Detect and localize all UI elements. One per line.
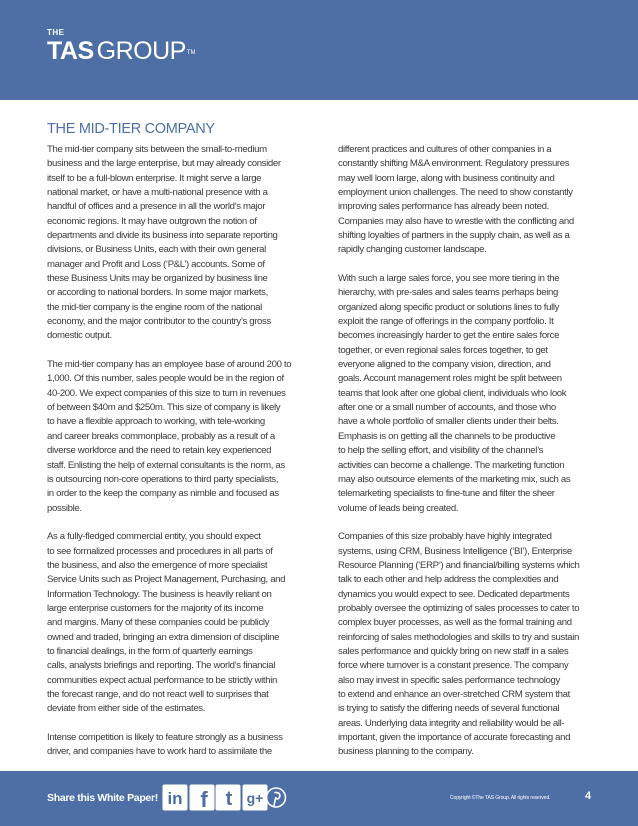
page-footer <box>0 771 638 826</box>
section-title: THE MID-TIER COMPANY <box>47 121 215 137</box>
body-paragraph: The mid-tier company has an employee base of around 200 to 1,000. Of this number, sales people would be in the region of 40-200. We expect companies of this size to turn in revenues of between $40m and $250m. This size of company is likely to have a flexible approach to working, with tele-working and career breaks commonplace, probably as a result of a diverse workforce and the need to retain key experienced staff. Enlisting the help of external consultants is the norm, as is outsourcing non-core operations to third party specialists, in order to the keep the company as nimble and focused as possible. <box>47 359 292 514</box>
linkedin-share-button[interactable] <box>162 784 188 811</box>
right-column <box>338 143 594 760</box>
page-number: 4 <box>585 790 592 802</box>
svg-text:f: f <box>200 787 208 811</box>
left-column <box>47 143 315 760</box>
svg-text:t: t <box>225 788 233 810</box>
logo-group: GROUP <box>96 37 186 65</box>
body-paragraph: As a fully-fledged commercial entity, you should expect to see formalized processes and procedures in all parts of the business, and also the emergence of more specialist Service Units such as Project Management, Purchasing, and Information Technology. The business is heavily reliant on large enterprise customers for the majority of its income and margins. Many of these companies could be publicly owned and traded, bringing an extra dimension of discipline to financial dealings, in the form of quarterly earnings calls, analysts briefings and reporting. The world’s financial communities expect actual performance to be strictly within the forecast range, and do not react well to surprises that deviate from either side of the estimates. <box>47 531 286 715</box>
pinterest-share-button[interactable] <box>265 784 287 811</box>
logo-tas: TAS <box>47 37 94 65</box>
tas-group-logo <box>47 29 196 68</box>
body-paragraph: Companies of this size probably have highly integrated systems, using CRM, Business Intelligence (‘BI’), Enterprise Resource Planning (‘ERP’) and financial/billing systems which talk to each other and help address the complexities and dynamics you would expect to see. Dedicated departments probably oversee the optimizing of sales processes to cater to complex buyer processes, as well as the formal training and reinforcing of sales methodologies and skills to try and sustain sales performance and quickly bring on new staff in a sales force where turnover is a constant presence. The company also may invest in specific sales performance technology to extend and enhance an over-stretched CRM system that is trying to satisfy the differing needs of several functional areas. Underlying data integrity and reliability would be all- important, given the importance of accurate forecasting and business planning to the company. <box>338 531 580 758</box>
svg-text:g+: g+ <box>246 790 264 806</box>
pinterest-icon <box>265 784 287 811</box>
share-label: Share this White Paper! <box>47 792 158 804</box>
logo-trademark: TM <box>186 50 196 56</box>
logo-the: THE <box>47 28 65 37</box>
svg-text:in: in <box>167 789 183 808</box>
body-paragraph: With such a large sales force, you see more tiering in the hierarchy, with pre-sales and sales teams perhaps being organized along specific product or solutions lines to fully exploit the range of offerings in the company portfolio. It becomes increasingly harder to get the entire sales force together, or even regional sales forces together, to get everyone aligned to the company vision, direction, and goals. Account management roles might be split between teams that look after one global client, individuals who look after one or a small number of accounts, and those who have a whole portfolio of smaller clients under their belts. Emphasis is on getting all the channels to be productive to help the selling effort, and visibility of the channel’s activities can become a challenge. The marketing function may also outsource elements of the marketing mix, such as telemarketing specialists to fine-tune and filter the sheer volume of leads being created. <box>338 273 571 514</box>
linkedin-icon <box>162 784 188 811</box>
page-header <box>0 0 638 100</box>
twitter-icon <box>215 784 241 811</box>
body-paragraph: The mid-tier company sits between the small-to-medium business and the large enterprise, but may already consider itself to be a full-blown enterprise. It might serve a large national market, or have a multi-national presence with a handful of offices and a presence in all the world’s major economic regions. It may have outgrown the notion of departments and divide its business into separate reporting divisions, or Business Units, each with their own general manager and Profit and Loss (‘P&L’) accounts. Some of these Business Units may be organized by business line or according to national borders. In some major markets, the mid-tier company is the engine room of the national economy, and the major contributor to the country’s gross domestic output. <box>47 144 281 342</box>
twitter-share-button[interactable] <box>215 784 241 811</box>
facebook-icon <box>189 784 215 811</box>
logo-wordmark <box>47 38 196 68</box>
body-paragraph: Intense competition is likely to feature strongly as a business driver, and companies have to work hard to assimilate the <box>47 731 283 758</box>
copyright-notice: Copyright ©The TAS Group. All rights reserved. <box>450 795 551 801</box>
facebook-share-button[interactable] <box>189 784 215 811</box>
body-paragraph: different practices and cultures of other companies in a constantly shifting M&A environment. Regulatory pressures may well loom large, along with business continuity and employment union challenges. The need to show constantly improving sales performance has already been noted. Companies may also have to wrestle with the conflicting and shifting loyalties of partners in the supply chain, as well as a rapidly changing customer landscape. <box>338 144 574 256</box>
